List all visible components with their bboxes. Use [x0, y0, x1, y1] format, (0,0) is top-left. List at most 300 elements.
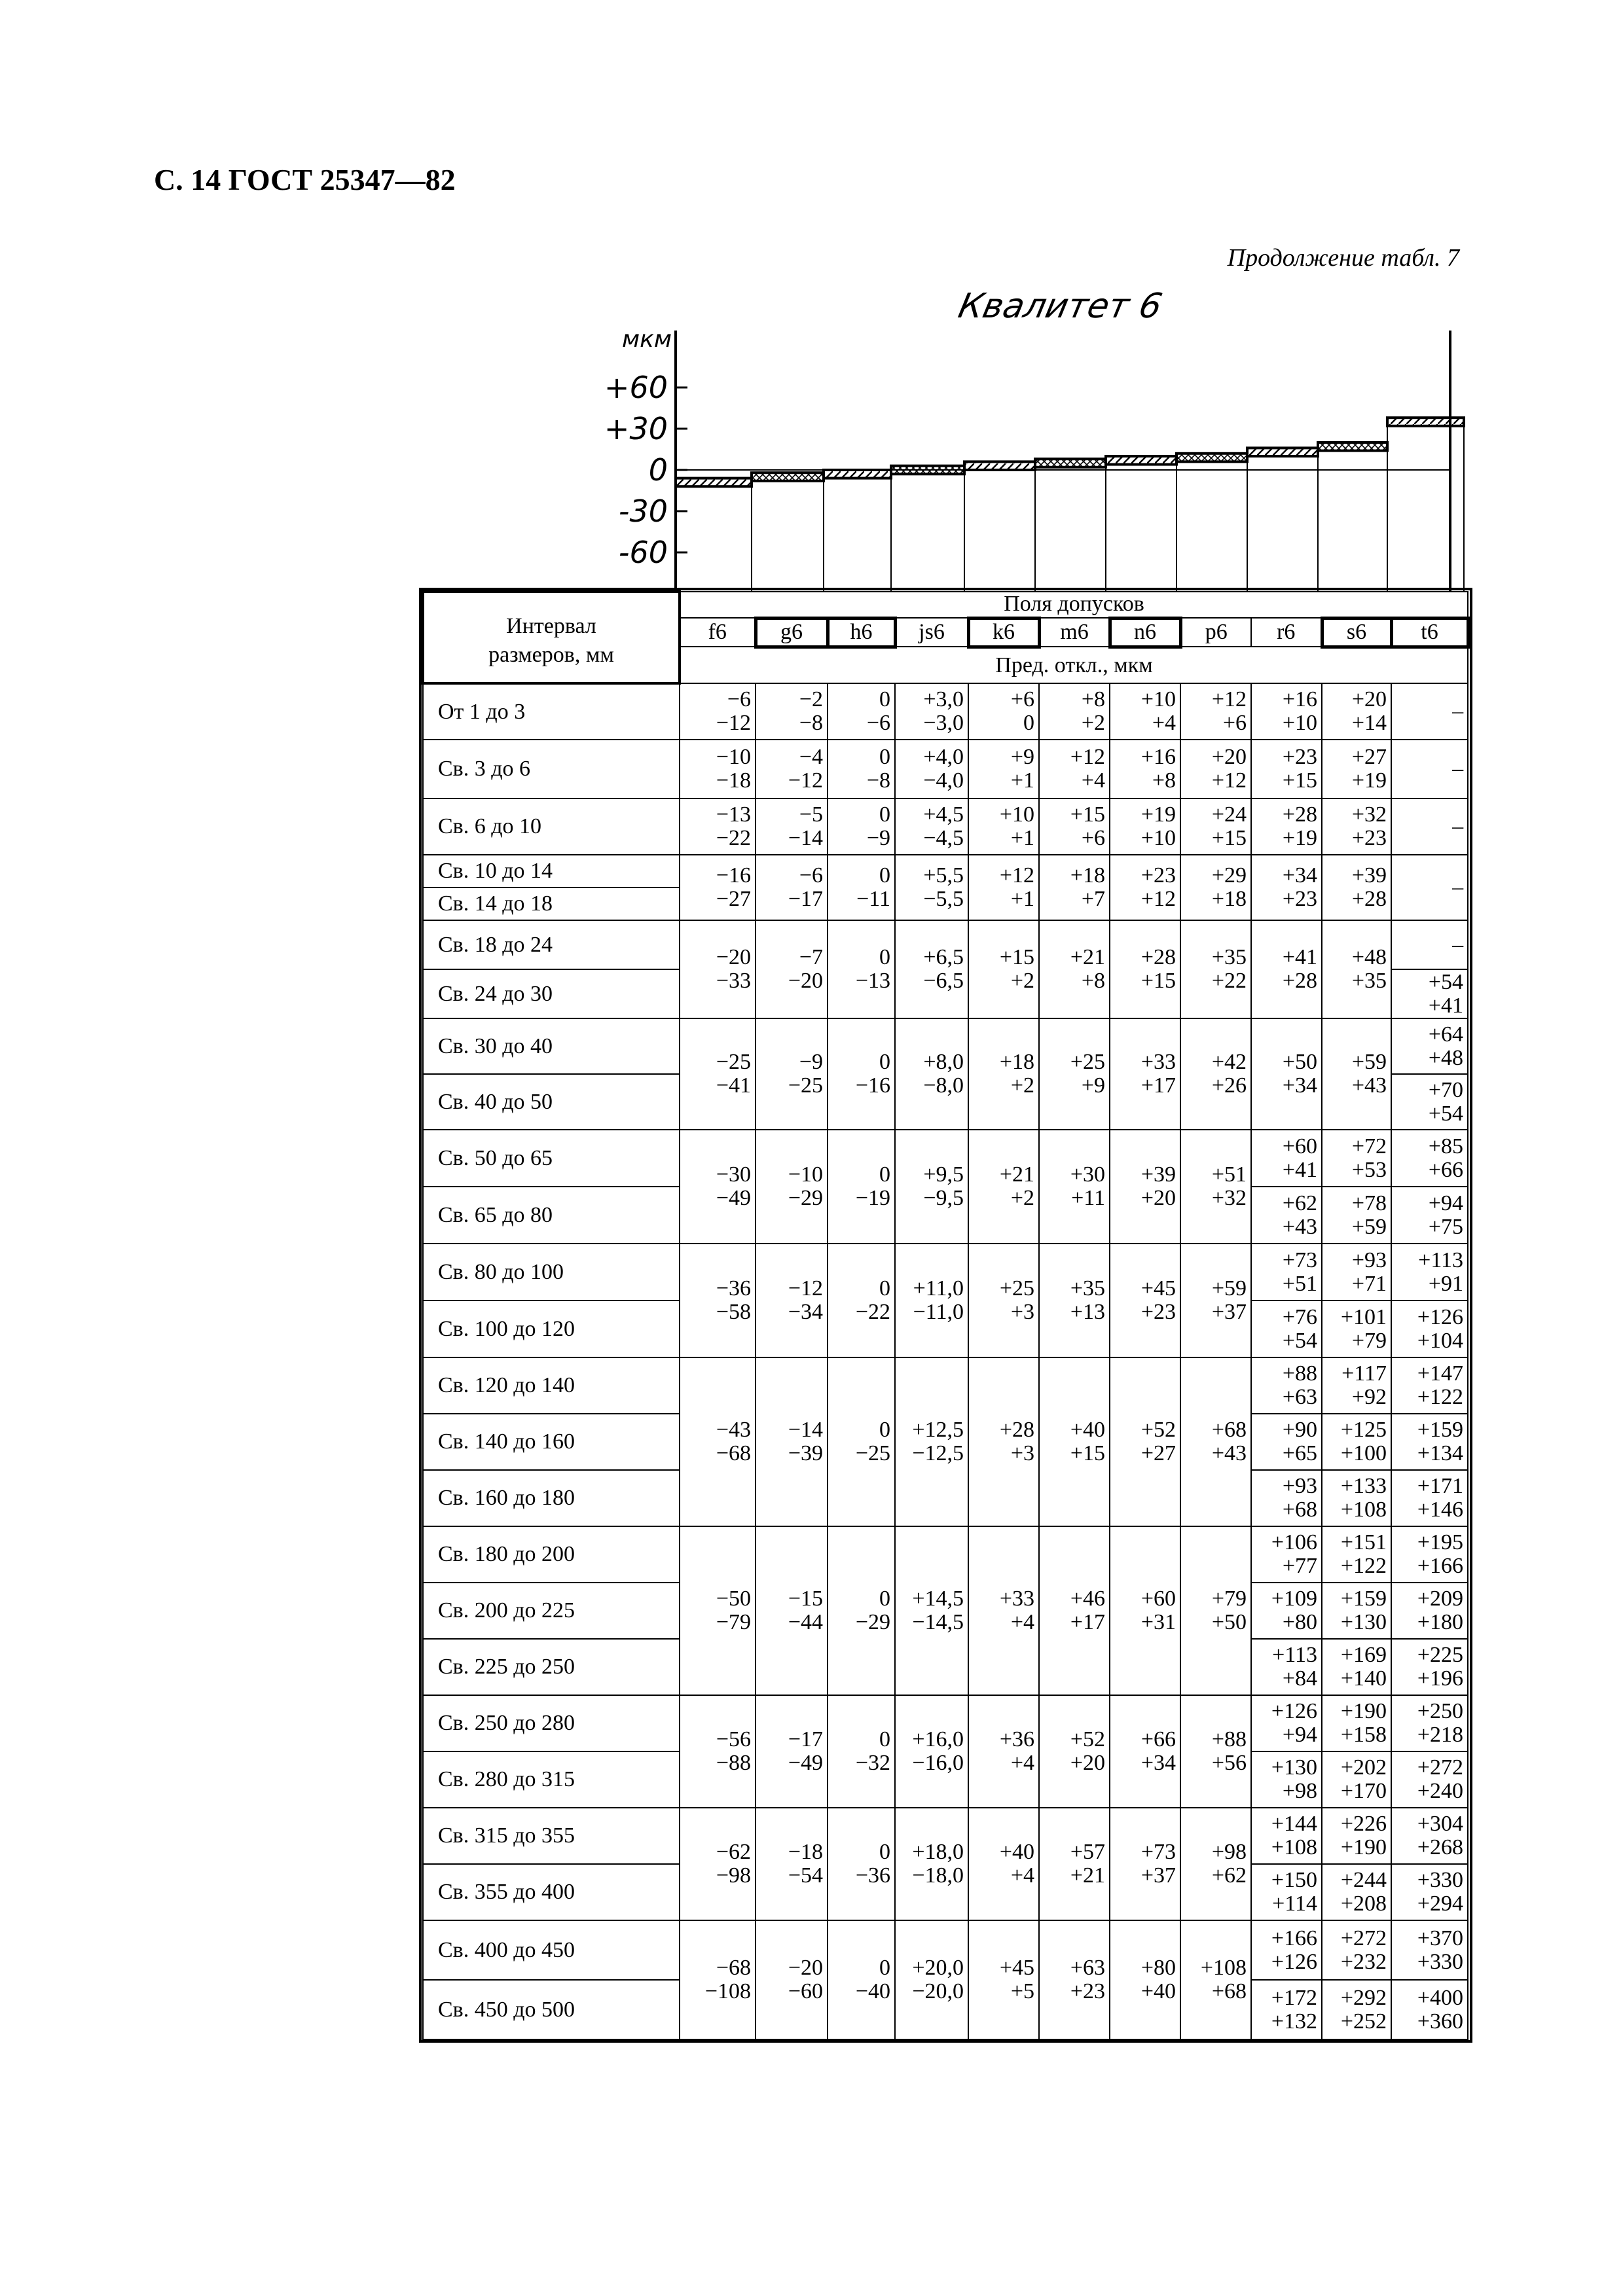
deviation-pair: +66 +34: [1140, 1727, 1176, 1775]
deviation-pair: −30 −49: [716, 1162, 751, 1210]
value-cell-g6: [756, 1695, 828, 1808]
value-cell-r6: [1251, 1018, 1322, 1130]
value-cell-t6: [1391, 969, 1468, 1018]
deviation-pair: +88 +63: [1282, 1361, 1317, 1409]
value-cell-p6: [1180, 855, 1251, 920]
deviation-pair: +33 +17: [1140, 1050, 1176, 1098]
tolerance-band-h6: [824, 470, 891, 478]
deviation-pair: +20,0 −20,0: [912, 1956, 964, 2003]
deviation-pair: +20 +12: [1211, 745, 1247, 793]
deviation-pair: +14,5 −14,5: [912, 1587, 964, 1634]
deviation-pair: +59 +43: [1351, 1050, 1387, 1098]
value-cell-p6: [1180, 1130, 1251, 1244]
deviation-pair: +108 +68: [1200, 1956, 1247, 2003]
value-cell-s6: [1322, 1470, 1391, 1526]
table-row: [423, 1130, 1468, 1187]
interval-label: Св. 18 до 24: [423, 920, 680, 969]
y-tick-label: -60: [618, 535, 668, 570]
deviation-pair: +60 +31: [1140, 1587, 1176, 1634]
value-cell-h6: [828, 1695, 895, 1808]
deviation-pair: +28 +19: [1282, 802, 1317, 850]
deviation-pair: +28 +3: [999, 1418, 1034, 1465]
value-cell-k6: [968, 1695, 1039, 1808]
deviation-pair: +304 +268: [1417, 1812, 1464, 1859]
field-header-m6: m6: [1039, 618, 1110, 647]
interval-label: Св. 40 до 50: [423, 1074, 680, 1130]
value-cell-s6: [1322, 1980, 1391, 2039]
value-cell-s6: [1322, 1695, 1391, 1751]
value-cell-s6: [1322, 1187, 1391, 1244]
deviation-pair: +15 +6: [1070, 802, 1105, 850]
value-cell-k6: [968, 855, 1039, 920]
table-row: [423, 920, 1468, 969]
value-cell-js6: [895, 920, 968, 1018]
value-cell-t6: [1391, 1300, 1468, 1357]
value-cell-js6: [895, 1130, 968, 1244]
interval-label: Св. 3 до 6: [423, 740, 680, 798]
deviation-pair: +88 +56: [1211, 1727, 1247, 1775]
value-cell-p6: [1180, 1357, 1251, 1526]
value-cell-js6: [895, 798, 968, 855]
deviation-pair: +150 +114: [1271, 1868, 1317, 1916]
deviation-pair: +225 +196: [1417, 1643, 1464, 1691]
value-cell-k6: [968, 1357, 1039, 1526]
interval-label: Св. 355 до 400: [423, 1864, 680, 1920]
y-tick-label: +60: [604, 370, 668, 405]
table-row: [423, 1920, 1468, 1980]
value-cell-h6: [828, 1244, 895, 1357]
tolerance-band-n6: [1106, 456, 1176, 465]
deviation-pair: +41 +28: [1282, 945, 1317, 993]
deviation-pair: +117 +92: [1341, 1361, 1387, 1409]
deviation-pair: +32 +23: [1351, 802, 1387, 850]
value-cell-m6: [1039, 1920, 1110, 2039]
units-header: Пред. откл., мкм: [680, 647, 1468, 683]
value-cell-m6: [1039, 683, 1110, 740]
deviation-pair: +9 +1: [1010, 745, 1034, 793]
value-cell-f6: [680, 1130, 756, 1244]
deviation-pair: +16 +10: [1282, 687, 1317, 735]
deviation-pair: +144 +108: [1271, 1812, 1317, 1859]
field-header-n6: n6: [1110, 618, 1180, 647]
chart-axis: [604, 326, 1450, 592]
value-cell-s6: [1322, 1357, 1391, 1414]
deviation-pair: +370 +330: [1417, 1926, 1464, 1974]
value-cell-f6: [680, 683, 756, 740]
value-cell-r6: [1251, 1526, 1322, 1583]
deviation-pair: −14 −39: [788, 1418, 823, 1465]
deviation-pair: −10 −29: [788, 1162, 823, 1210]
interval-label: Св. 65 до 80: [423, 1187, 680, 1244]
deviation-pair: −5 −14: [788, 802, 823, 850]
value-cell-r6: [1251, 1980, 1322, 2039]
field-header-p6: p6: [1180, 618, 1251, 647]
interval-label: Св. 80 до 100: [423, 1244, 680, 1300]
value-cell-t6: [1391, 1130, 1468, 1187]
deviation-pair: +4,5 −4,5: [923, 802, 964, 850]
value-cell-p6: [1180, 1018, 1251, 1130]
axis-unit-label: мкм: [622, 326, 672, 353]
value-cell-r6: [1251, 1583, 1322, 1639]
deviation-pair: +16 +8: [1140, 745, 1176, 793]
deviation-pair: +63 +23: [1070, 1956, 1105, 2003]
value-cell-s6: [1322, 1583, 1391, 1639]
deviation-pair: −7 −20: [788, 945, 823, 993]
field-header-f6: f6: [680, 618, 756, 647]
value-cell-r6: [1251, 1751, 1322, 1808]
deviation-pair: +5,5 −5,5: [923, 863, 964, 911]
value-cell-t6: [1391, 1864, 1468, 1920]
chart-bars: [676, 418, 1464, 592]
deviation-pair: −6 −17: [788, 863, 823, 911]
value-cell-t6: [1391, 1639, 1468, 1695]
deviation-pair: +35 +13: [1070, 1276, 1105, 1324]
tolerance-band-js6: [891, 466, 964, 475]
value-cell-s6: [1322, 740, 1391, 798]
deviation-pair: –: [1452, 814, 1464, 838]
deviation-pair: +159 +130: [1340, 1587, 1387, 1634]
value-cell-js6: [895, 1920, 968, 2039]
deviation-pair: +8 +2: [1081, 687, 1105, 735]
deviation-pair: +12 +4: [1070, 745, 1105, 793]
table-row: [423, 1357, 1468, 1414]
interval-label: От 1 до 3: [423, 683, 680, 740]
value-cell-k6: [968, 1018, 1039, 1130]
value-cell-p6: [1180, 920, 1251, 1018]
deviation-pair: +125 +100: [1340, 1418, 1387, 1465]
value-cell-p6: [1180, 1920, 1251, 2039]
deviation-pair: +51 +32: [1211, 1162, 1247, 1210]
deviation-pair: +12 +6: [1211, 687, 1247, 735]
deviation-pair: +20 +14: [1351, 687, 1387, 735]
value-cell-n6: [1110, 1808, 1180, 1920]
deviation-pair: +8,0 −8,0: [923, 1050, 964, 1098]
deviation-pair: +21 +2: [999, 1162, 1034, 1210]
value-cell-r6: [1251, 1357, 1322, 1414]
deviation-pair: −10 −18: [716, 745, 751, 793]
deviation-pair: −20 −33: [716, 945, 751, 993]
deviation-pair: −56 −88: [716, 1727, 751, 1775]
value-cell-m6: [1039, 1244, 1110, 1357]
value-cell-g6: [756, 920, 828, 1018]
chart-title: Квалитет 6: [955, 287, 1166, 326]
table-row: [423, 1244, 1468, 1300]
value-cell-t6: [1391, 1470, 1468, 1526]
deviation-pair: +62 +43: [1282, 1191, 1317, 1239]
value-cell-f6: [680, 855, 756, 920]
value-cell-s6: [1322, 1018, 1391, 1130]
value-cell-m6: [1039, 1357, 1110, 1526]
value-cell-s6: [1322, 1414, 1391, 1470]
fields-header: Поля допусков: [680, 592, 1468, 618]
value-cell-js6: [895, 1244, 968, 1357]
deviation-pair: +39 +20: [1140, 1162, 1176, 1210]
value-cell-m6: [1039, 855, 1110, 920]
tolerance-band-t6: [1387, 418, 1464, 426]
deviation-pair: −25 −41: [716, 1050, 751, 1098]
value-cell-p6: [1180, 1244, 1251, 1357]
deviation-pair: +101 +79: [1340, 1304, 1387, 1353]
y-tick-label: 0: [648, 452, 668, 488]
value-cell-t6: [1391, 1018, 1468, 1074]
value-cell-g6: [756, 1920, 828, 2039]
deviation-pair: +6,5 −6,5: [923, 945, 964, 993]
value-cell-t6: [1391, 740, 1468, 798]
value-cell-h6: [828, 1130, 895, 1244]
deviation-pair: +85 +66: [1428, 1134, 1464, 1182]
deviation-pair: +190 +158: [1340, 1699, 1387, 1747]
interval-label: Св. 120 до 140: [423, 1357, 680, 1414]
value-cell-k6: [968, 1920, 1039, 2039]
value-cell-h6: [828, 1018, 895, 1130]
deviation-pair: +272 +232: [1340, 1926, 1387, 1974]
value-cell-t6: [1391, 855, 1468, 920]
value-cell-g6: [756, 1357, 828, 1526]
value-cell-f6: [680, 920, 756, 1018]
deviation-pair: −36 −58: [716, 1276, 751, 1324]
interval-label: Св. 180 до 200: [423, 1526, 680, 1583]
field-header-js6: js6: [895, 618, 968, 647]
value-cell-r6: [1251, 740, 1322, 798]
deviation-pair: +133 +108: [1340, 1474, 1387, 1522]
deviation-pair: −50 −79: [716, 1587, 751, 1634]
deviation-pair: +40 +4: [999, 1840, 1034, 1888]
value-cell-g6: [756, 1018, 828, 1130]
deviation-pair: +130 +98: [1271, 1755, 1317, 1803]
value-cell-js6: [895, 683, 968, 740]
value-cell-k6: [968, 920, 1039, 1018]
field-header-k6: k6: [968, 618, 1039, 647]
value-cell-t6: [1391, 1414, 1468, 1470]
deviation-pair: −4 −12: [788, 745, 823, 793]
value-cell-js6: [895, 1357, 968, 1526]
value-cell-f6: [680, 1695, 756, 1808]
value-cell-s6: [1322, 1526, 1391, 1583]
value-cell-h6: [828, 855, 895, 920]
deviation-pair: +72 +53: [1351, 1134, 1387, 1182]
value-cell-k6: [968, 1244, 1039, 1357]
deviation-pair: +30 +11: [1070, 1162, 1105, 1210]
table-row: [423, 1018, 1468, 1074]
deviation-pair: 0 −8: [866, 745, 890, 793]
value-cell-n6: [1110, 920, 1180, 1018]
deviation-pair: −6 −12: [716, 687, 751, 735]
value-cell-r6: [1251, 683, 1322, 740]
field-header-s6: s6: [1322, 618, 1391, 647]
deviation-pair: +171 +146: [1417, 1474, 1464, 1522]
deviation-pair: +172 +132: [1271, 1985, 1317, 2034]
deviation-pair: +166 +126: [1271, 1926, 1317, 1974]
table-row: [423, 1808, 1468, 1864]
value-cell-s6: [1322, 1639, 1391, 1695]
deviation-pair: +42 +26: [1211, 1050, 1247, 1098]
interval-label: Св. 315 до 355: [423, 1808, 680, 1864]
value-cell-m6: [1039, 1808, 1110, 1920]
deviation-pair: +90 +65: [1282, 1418, 1317, 1465]
deviation-pair: +6 0: [1010, 687, 1034, 735]
deviation-pair: –: [1452, 699, 1464, 723]
interval-label: Св. 100 до 120: [423, 1300, 680, 1357]
tolerance-band-k6: [964, 461, 1035, 470]
value-cell-f6: [680, 1244, 756, 1357]
deviation-pair: +151 +122: [1340, 1530, 1387, 1578]
value-cell-k6: [968, 798, 1039, 855]
value-cell-n6: [1110, 1130, 1180, 1244]
deviation-pair: −20 −60: [788, 1956, 823, 2003]
deviation-pair: +3,0 −3,0: [923, 687, 964, 735]
value-cell-f6: [680, 1018, 756, 1130]
interval-label: Св. 200 до 225: [423, 1583, 680, 1639]
deviation-pair: 0 −36: [855, 1840, 890, 1888]
deviation-pair: −2 −8: [799, 687, 823, 735]
deviation-pair: +21 +8: [1070, 945, 1105, 993]
deviation-pair: −12 −34: [788, 1276, 823, 1324]
interval-label: Св. 225 до 250: [423, 1639, 680, 1695]
deviation-pair: 0 −6: [866, 687, 890, 735]
deviation-pair: +147 +122: [1417, 1361, 1464, 1409]
value-cell-s6: [1322, 855, 1391, 920]
table-row: [423, 683, 1468, 740]
deviation-pair: 0 −40: [855, 1956, 890, 2003]
value-cell-s6: [1322, 1864, 1391, 1920]
deviation-pair: +400 +360: [1417, 1985, 1464, 2034]
deviation-pair: +59 +37: [1211, 1276, 1247, 1324]
value-cell-t6: [1391, 1357, 1468, 1414]
interval-label: Св. 50 до 65: [423, 1130, 680, 1187]
value-cell-t6: [1391, 1808, 1468, 1864]
deviation-pair: +76 +54: [1282, 1304, 1317, 1353]
value-cell-r6: [1251, 1300, 1322, 1357]
deviation-pair: +23 +15: [1282, 745, 1317, 793]
deviation-pair: +73 +37: [1140, 1840, 1176, 1888]
deviation-pair: +11,0 −11,0: [913, 1276, 964, 1324]
value-cell-t6: [1391, 1187, 1468, 1244]
value-cell-n6: [1110, 1695, 1180, 1808]
deviation-pair: +12,5 −12,5: [912, 1418, 964, 1465]
deviation-pair: −15 −44: [788, 1587, 823, 1634]
deviation-pair: +28 +15: [1140, 945, 1176, 993]
value-cell-g6: [756, 1244, 828, 1357]
value-cell-m6: [1039, 740, 1110, 798]
field-header-g6: g6: [756, 618, 828, 647]
deviation-pair: +98 +62: [1211, 1840, 1247, 1888]
deviation-pair: +209 +180: [1417, 1587, 1464, 1634]
value-cell-t6: [1391, 1074, 1468, 1130]
deviation-pair: −17 −49: [788, 1727, 823, 1775]
deviation-pair: –: [1452, 875, 1464, 899]
value-cell-r6: [1251, 855, 1322, 920]
value-cell-m6: [1039, 920, 1110, 1018]
value-cell-h6: [828, 1920, 895, 2039]
deviation-pair: +195 +166: [1417, 1530, 1464, 1578]
deviation-pair: +46 +17: [1070, 1587, 1105, 1634]
interval-header: [423, 592, 680, 683]
value-cell-js6: [895, 855, 968, 920]
deviation-pair: +73 +51: [1282, 1247, 1317, 1296]
value-cell-f6: [680, 1357, 756, 1526]
tolerance-band-m6: [1035, 459, 1106, 467]
deviation-pair: +109 +80: [1271, 1587, 1317, 1634]
deviation-pair: −16 −27: [716, 863, 751, 911]
value-cell-r6: [1251, 1470, 1322, 1526]
value-cell-t6: [1391, 920, 1468, 969]
deviation-pair: +52 +20: [1070, 1727, 1105, 1775]
value-cell-n6: [1110, 1920, 1180, 2039]
deviation-pair: +126 +94: [1271, 1699, 1317, 1747]
interval-header-text: Интервал размеров, мм: [488, 614, 614, 667]
value-cell-n6: [1110, 1526, 1180, 1695]
value-cell-js6: [895, 1018, 968, 1130]
page-header: С. 14 ГОСТ 25347—82: [154, 163, 456, 196]
deviation-pair: −43 −68: [716, 1418, 751, 1465]
value-cell-k6: [968, 683, 1039, 740]
deviation-pair: +78 +59: [1351, 1191, 1387, 1239]
table-row: [423, 855, 1468, 888]
deviation-pair: +250 +218: [1417, 1699, 1464, 1747]
value-cell-h6: [828, 920, 895, 1018]
deviation-pair: +34 +23: [1282, 863, 1317, 911]
value-cell-m6: [1039, 798, 1110, 855]
tolerance-band-p6: [1176, 454, 1247, 462]
value-cell-h6: [828, 683, 895, 740]
value-cell-n6: [1110, 1357, 1180, 1526]
value-cell-p6: [1180, 798, 1251, 855]
value-cell-s6: [1322, 683, 1391, 740]
deviation-pair: 0 −13: [855, 945, 890, 993]
value-cell-n6: [1110, 855, 1180, 920]
value-cell-k6: [968, 1808, 1039, 1920]
value-cell-f6: [680, 1808, 756, 1920]
value-cell-p6: [1180, 740, 1251, 798]
deviation-pair: +25 +3: [999, 1276, 1034, 1324]
table-row: [423, 1526, 1468, 1583]
value-cell-p6: [1180, 1526, 1251, 1695]
deviation-pair: +202 +170: [1340, 1755, 1387, 1803]
deviation-pair: +25 +9: [1070, 1050, 1105, 1098]
deviation-pair: 0 −11: [856, 863, 890, 911]
deviation-pair: 0 −22: [855, 1276, 890, 1324]
value-cell-n6: [1110, 1244, 1180, 1357]
deviation-pair: +54 +41: [1428, 969, 1464, 1018]
value-cell-s6: [1322, 1244, 1391, 1300]
value-cell-k6: [968, 740, 1039, 798]
deviation-pair: +10 +4: [1140, 687, 1176, 735]
deviation-pair: +10 +1: [999, 802, 1034, 850]
value-cell-g6: [756, 1808, 828, 1920]
deviation-pair: –: [1452, 757, 1464, 781]
value-cell-js6: [895, 1808, 968, 1920]
field-header-r6: r6: [1251, 618, 1322, 647]
value-cell-k6: [968, 1130, 1039, 1244]
value-cell-m6: [1039, 1130, 1110, 1244]
deviation-pair: −18 −54: [788, 1840, 823, 1888]
interval-label: Св. 450 до 500: [423, 1980, 680, 2039]
deviation-pair: +18 +2: [999, 1050, 1034, 1098]
deviation-pair: +330 +294: [1417, 1868, 1464, 1916]
interval-label: Св. 6 до 10: [423, 798, 680, 855]
deviation-pair: +226 +190: [1340, 1812, 1387, 1859]
value-cell-h6: [828, 1357, 895, 1526]
deviation-pair: +94 +75: [1428, 1191, 1464, 1239]
value-cell-k6: [968, 1526, 1039, 1695]
interval-label: Св. 24 до 30: [423, 969, 680, 1018]
value-cell-s6: [1322, 798, 1391, 855]
deviation-pair: +45 +23: [1140, 1276, 1176, 1324]
deviation-pair: +70 +54: [1428, 1077, 1464, 1126]
value-cell-g6: [756, 740, 828, 798]
value-cell-f6: [680, 1920, 756, 2039]
value-cell-r6: [1251, 1414, 1322, 1470]
